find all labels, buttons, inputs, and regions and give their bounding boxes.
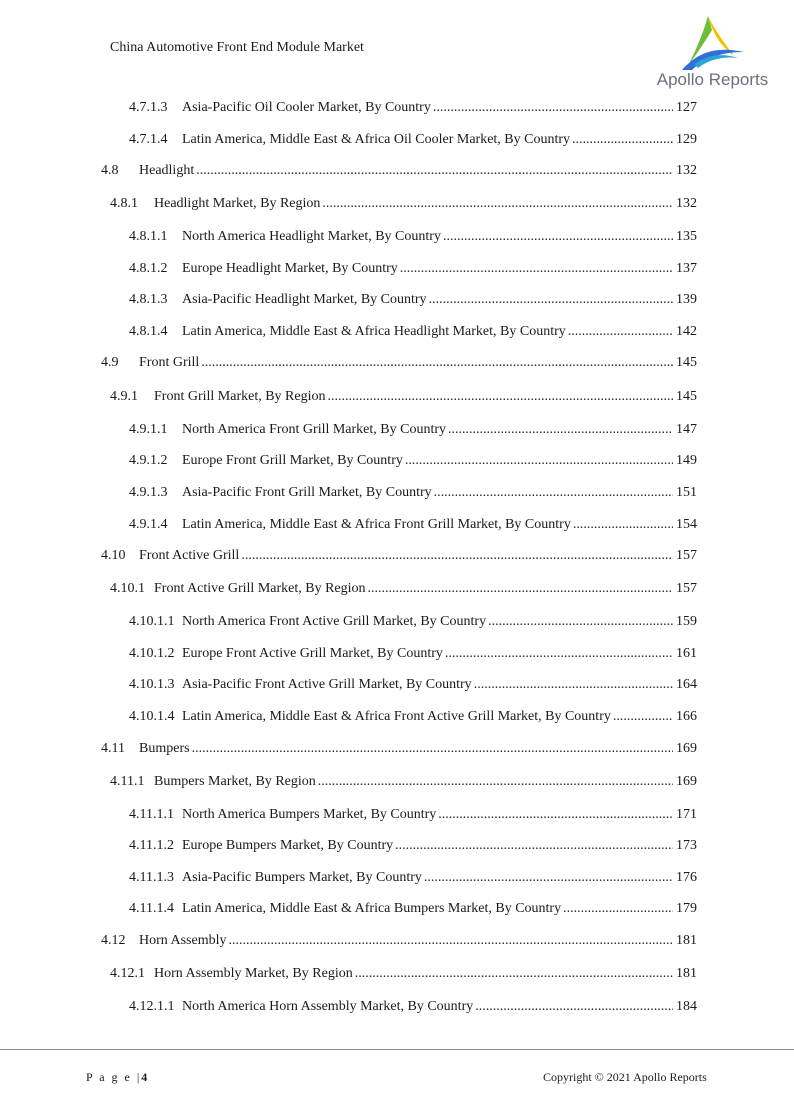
toc-entry-page: 132 bbox=[676, 196, 697, 211]
logo-text: Apollo Reports bbox=[656, 70, 769, 89]
toc-entry-number: 4.8.1.1 bbox=[129, 229, 168, 244]
toc-dot-leader bbox=[368, 579, 673, 599]
toc-entry-number: 4.9.1.2 bbox=[129, 453, 168, 468]
toc-entry-number: 4.9.1.1 bbox=[129, 422, 168, 437]
toc-dot-leader bbox=[434, 483, 673, 503]
toc-entry-label: Europe Bumpers Market, By Country bbox=[182, 838, 394, 853]
toc-entry-label: North America Horn Assembly Market, By Country bbox=[182, 999, 474, 1014]
toc-entry-page: 169 bbox=[676, 741, 697, 756]
toc-entry[interactable] bbox=[129, 98, 697, 118]
toc-entry-page: 135 bbox=[676, 229, 697, 244]
toc-dot-leader bbox=[563, 899, 673, 919]
toc-dot-leader bbox=[322, 194, 673, 214]
toc-entry-label: Latin America, Middle East & Africa Bumpers Market, By Country bbox=[182, 901, 562, 916]
toc-entry-page: 161 bbox=[676, 646, 697, 661]
toc-dot-leader bbox=[395, 836, 673, 856]
toc-entry[interactable] bbox=[101, 739, 697, 759]
toc-dot-leader bbox=[318, 772, 673, 792]
toc-entry[interactable] bbox=[129, 899, 697, 919]
toc-dot-leader bbox=[355, 964, 673, 984]
toc-entry[interactable] bbox=[110, 387, 697, 407]
toc-dot-leader bbox=[572, 130, 673, 150]
toc-entry-page: 139 bbox=[676, 292, 697, 307]
toc-entry-page: 169 bbox=[676, 774, 697, 789]
toc-entry-page: 179 bbox=[676, 901, 697, 916]
toc-entry-label: Bumpers Market, By Region bbox=[154, 774, 316, 789]
toc-entry-label: Latin America, Middle East & Africa Front Grill Market, By Country bbox=[182, 517, 571, 532]
toc-dot-leader bbox=[448, 420, 673, 440]
toc-entry-page: 137 bbox=[676, 261, 697, 276]
toc-dot-leader bbox=[568, 322, 673, 342]
toc-entry-label: Asia-Pacific Front Active Grill Market, By Country bbox=[182, 677, 472, 692]
toc-dot-leader bbox=[424, 868, 673, 888]
toc-entry-label: Latin America, Middle East & Africa Front Active Grill Market, By Country bbox=[182, 709, 611, 724]
toc-entry-label: Europe Front Grill Market, By Country bbox=[182, 453, 403, 468]
toc-entry-page: 176 bbox=[676, 870, 697, 885]
toc-entry-label: Europe Headlight Market, By Country bbox=[182, 261, 398, 276]
toc-entry-number: 4.8.1.3 bbox=[129, 292, 168, 307]
toc-entry-page: 142 bbox=[676, 324, 697, 339]
toc-entry[interactable] bbox=[129, 997, 697, 1017]
toc-entry[interactable] bbox=[110, 579, 697, 599]
toc-entry[interactable] bbox=[129, 259, 697, 279]
toc-entry-number: 4.11.1.4 bbox=[129, 901, 174, 916]
toc-entry-label: North America Front Active Grill Market, By Country bbox=[182, 614, 487, 629]
toc-entry-number: 4.11.1 bbox=[110, 774, 145, 789]
toc-entry[interactable] bbox=[129, 675, 697, 695]
toc-entry[interactable] bbox=[129, 868, 697, 888]
toc-entry-number: 4.12.1 bbox=[110, 966, 145, 981]
toc-entry-page: 132 bbox=[676, 163, 697, 178]
toc-entry-page: 154 bbox=[676, 517, 697, 532]
toc-dot-leader bbox=[475, 997, 673, 1017]
toc-entry-label: North America Front Grill Market, By Country bbox=[182, 422, 447, 437]
toc-entry-page: 149 bbox=[676, 453, 697, 468]
toc-dot-leader bbox=[328, 387, 674, 407]
toc-entry-number: 4.9 bbox=[101, 355, 119, 370]
toc-entry-page: 159 bbox=[676, 614, 697, 629]
toc-entry-page: 171 bbox=[676, 807, 697, 822]
toc-entry-number: 4.10.1 bbox=[110, 581, 145, 596]
toc-entry[interactable] bbox=[110, 964, 697, 984]
toc-dot-leader bbox=[201, 353, 673, 373]
toc-entry-label: Asia-Pacific Front Grill Market, By Country bbox=[182, 485, 432, 500]
toc-entry-label: Latin America, Middle East & Africa Headlight Market, By Country bbox=[182, 324, 566, 339]
toc-entry-number: 4.9.1 bbox=[110, 389, 138, 404]
toc-entry-number: 4.8.1.4 bbox=[129, 324, 168, 339]
toc-entry-number: 4.7.1.4 bbox=[129, 132, 168, 147]
toc-entry[interactable] bbox=[129, 130, 697, 150]
toc-entry-number: 4.12 bbox=[101, 933, 126, 948]
toc-entry-page: 145 bbox=[676, 355, 697, 370]
toc-entry-number: 4.12.1.1 bbox=[129, 999, 175, 1014]
toc-entry-page: 127 bbox=[676, 100, 697, 115]
toc-entry-number: 4.10.1.1 bbox=[129, 614, 175, 629]
toc-entry-number: 4.10 bbox=[101, 548, 126, 563]
toc-entry-label: Asia-Pacific Oil Cooler Market, By Country bbox=[182, 100, 431, 115]
toc-entry-label: Front Active Grill bbox=[139, 548, 240, 563]
toc-entry-label: Front Active Grill Market, By Region bbox=[154, 581, 366, 596]
toc-entry-number: 4.10.1.3 bbox=[129, 677, 175, 692]
toc-entry-number: 4.10.1.4 bbox=[129, 709, 175, 724]
toc-entry[interactable] bbox=[129, 483, 697, 503]
toc-entry-number: 4.8.1 bbox=[110, 196, 138, 211]
toc-entry-number: 4.11.1.2 bbox=[129, 838, 174, 853]
toc-entry-label: Front Grill Market, By Region bbox=[154, 389, 326, 404]
toc-entry-number: 4.11.1.3 bbox=[129, 870, 174, 885]
toc-dot-leader bbox=[613, 707, 673, 727]
toc-dot-leader bbox=[474, 675, 673, 695]
toc-entry-page: 181 bbox=[676, 966, 697, 981]
footer-divider bbox=[0, 1049, 794, 1050]
toc-entry[interactable] bbox=[101, 353, 697, 373]
toc-entry-page: 145 bbox=[676, 389, 697, 404]
toc-entry-label: Headlight bbox=[139, 163, 195, 178]
toc-entry-page: 184 bbox=[676, 999, 697, 1014]
toc-entry-page: 164 bbox=[676, 677, 697, 692]
toc-entry-label: Front Grill bbox=[139, 355, 200, 370]
toc-entry[interactable] bbox=[110, 772, 697, 792]
toc-entry[interactable] bbox=[129, 227, 697, 247]
toc-entry[interactable] bbox=[129, 836, 697, 856]
toc-entry-label: Latin America, Middle East & Africa Oil Cooler Market, By Country bbox=[182, 132, 571, 147]
toc-dot-leader bbox=[196, 161, 673, 181]
toc-dot-leader bbox=[192, 739, 673, 759]
toc-dot-leader bbox=[488, 612, 673, 632]
toc-entry-page: 129 bbox=[676, 132, 697, 147]
toc-dot-leader bbox=[573, 515, 673, 535]
toc-entry-page: 173 bbox=[676, 838, 697, 853]
toc-entry[interactable] bbox=[129, 707, 697, 727]
toc-entry-number: 4.9.1.4 bbox=[129, 517, 168, 532]
toc-dot-leader bbox=[229, 931, 674, 951]
toc-entry-number: 4.11 bbox=[101, 741, 125, 756]
page-number: 4 bbox=[141, 1070, 148, 1084]
apollo-reports-logo bbox=[650, 12, 775, 94]
toc-entry-page: 151 bbox=[676, 485, 697, 500]
toc-entry-page: 147 bbox=[676, 422, 697, 437]
toc-entry-page: 166 bbox=[676, 709, 697, 724]
toc-entry-label: Europe Front Active Grill Market, By Country bbox=[182, 646, 443, 661]
toc-dot-leader bbox=[241, 546, 673, 566]
toc-entry-number: 4.7.1.3 bbox=[129, 100, 168, 115]
toc-entry[interactable] bbox=[129, 290, 697, 310]
toc-entry-label: North America Headlight Market, By Country bbox=[182, 229, 441, 244]
toc-entry[interactable] bbox=[129, 805, 697, 825]
toc-dot-leader bbox=[438, 805, 673, 825]
toc-entry-label: Horn Assembly bbox=[139, 933, 227, 948]
toc-entry[interactable] bbox=[129, 451, 697, 471]
toc-entry[interactable] bbox=[110, 194, 697, 214]
toc-dot-leader bbox=[429, 290, 673, 310]
toc-entry[interactable] bbox=[129, 644, 697, 664]
toc-entry-label: Headlight Market, By Region bbox=[154, 196, 321, 211]
toc-entry-label: Asia-Pacific Bumpers Market, By Country bbox=[182, 870, 422, 885]
toc-dot-leader bbox=[443, 227, 673, 247]
toc-entry[interactable] bbox=[129, 322, 697, 342]
toc-entry-label: Horn Assembly Market, By Region bbox=[154, 966, 353, 981]
toc-entry-number: 4.8.1.2 bbox=[129, 261, 168, 276]
toc-entry-number: 4.10.1.2 bbox=[129, 646, 175, 661]
toc-entry-page: 157 bbox=[676, 581, 697, 596]
document-header-title: China Automotive Front End Module Market bbox=[110, 40, 364, 55]
toc-entry-number: 4.11.1.1 bbox=[129, 807, 174, 822]
toc-entry[interactable] bbox=[101, 546, 697, 566]
toc-entry-page: 157 bbox=[676, 548, 697, 563]
toc-entry-label: North America Bumpers Market, By Country bbox=[182, 807, 437, 822]
toc-dot-leader bbox=[445, 644, 673, 664]
toc-dot-leader bbox=[400, 259, 673, 279]
toc-entry[interactable] bbox=[101, 931, 697, 951]
page-label: P a g e | bbox=[86, 1070, 142, 1084]
toc-entry-page: 181 bbox=[676, 933, 697, 948]
toc-entry[interactable] bbox=[129, 420, 697, 440]
apollo-logo-icon bbox=[678, 12, 748, 70]
toc-dot-leader bbox=[405, 451, 673, 471]
footer-page-indicator bbox=[86, 1070, 147, 1085]
toc-entry-label: Asia-Pacific Headlight Market, By Country bbox=[182, 292, 427, 307]
footer-copyright: Copyright © 2021 Apollo Reports bbox=[543, 1070, 707, 1084]
toc-entry[interactable] bbox=[129, 612, 697, 632]
toc-entry-number: 4.9.1.3 bbox=[129, 485, 168, 500]
toc-entry[interactable] bbox=[101, 161, 697, 181]
toc-entry[interactable] bbox=[129, 515, 697, 535]
toc-dot-leader bbox=[433, 98, 673, 118]
toc-entry-label: Bumpers bbox=[139, 741, 190, 756]
toc-entry-number: 4.8 bbox=[101, 163, 119, 178]
